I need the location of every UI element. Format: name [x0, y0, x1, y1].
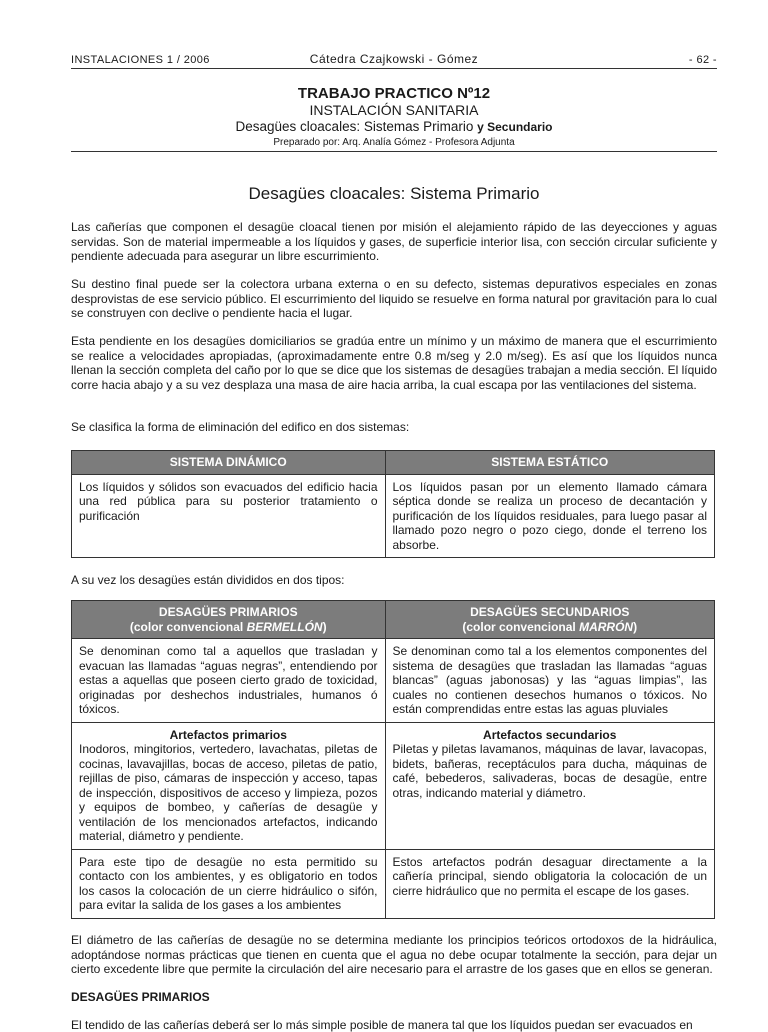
dynamic-system-cell: Los líquidos y sólidos son evacuados del edificio hacia una red pública para su posterior tratamiento o purificación [72, 474, 386, 558]
table-row [72, 474, 715, 558]
header-static-system: SISTEMA ESTÁTICO [385, 451, 715, 475]
secondary-fixtures-title: Artefactos secundarios [483, 727, 617, 742]
primary-color-name: BERMELLÓN [246, 619, 323, 634]
header-course: INSTALACIONES 1 / 2006 [71, 54, 210, 66]
paragraph-2: Su destino final puede ser la colectora urbana externa o en su defecto, sistemas depurativos especiales en zonas desprovistas de ese servicio público. El escurrimiento del liquido se resuelve en forma natural por gravitación para lo cual se construyen con declive o pendiente hacia el lugar. [71, 277, 717, 320]
primary-fixtures-title: Artefactos primarios [169, 727, 287, 742]
static-system-cell: Los líquidos pasan por un elemento llamado cámara séptica donde se realiza un proceso de decantación y purificación de los líquidos residuales, para luego pasar al llamado pozo negro o pozo ciego, donde el terreno los absorbe. [385, 474, 715, 558]
secondary-color-note [462, 620, 637, 634]
systems-table [71, 450, 715, 558]
page-number: - 62 - [688, 54, 717, 66]
primary-fixtures-list: Inodoros, mingitorios, vertedero, lavachatas, piletas de cocinas, lavavajillas, bocas de acceso, piletas de patio, rejillas de piso, cámaras de inspección y acceso, tapas de inspección, dispositivos de acceso y limpieza, pozos y equipos de bombeo, y cañerías de desagüe y ventilación de los mencionados artefactos, indicando material, diámetro y pendiente. [79, 742, 378, 843]
drains-table-header [72, 601, 715, 639]
document-subtitle: INSTALACIÓN SANITARIA [309, 102, 479, 118]
header-secondary-drains [385, 601, 715, 639]
subheading-primary-drains: DESAGÜES PRIMARIOS [71, 990, 210, 1004]
systems-table-header [72, 451, 715, 475]
paragraph-3: Esta pendiente en los desagües domiciliarios se gradúa entre un mínimo y un máximo de manera que el escurrimiento se realice a velocidades apropiadas, (aproximadamente entre 0.8 m/seg y 2.0 m/seg). Es así que los líquidos nunca llenan la sección completa del caño por lo que se dice que los sistemas de desagües trabajan a media sección. El líquido corre hacia abajo y a su vez desplaza una masa de aire hacia arriba, la cual escapa por las ventilaciones del sistema. [71, 334, 717, 392]
running-header [71, 52, 717, 69]
header-chair: Cátedra Czajkowski - Gómez [309, 52, 479, 66]
secondary-color-suffix: ) [633, 619, 638, 634]
table-row [72, 722, 715, 849]
paragraph-5: A su vez los desagües están divididos en dos tipos: [71, 573, 345, 587]
topic-bold: y Secundario [477, 120, 553, 134]
drains-table [71, 600, 715, 919]
primary-fixtures-cell [72, 722, 386, 849]
header-primary-drains [72, 601, 386, 639]
primary-rule-cell: Para este tipo de desagüe no esta permitido su contacto con los ambientes, y es obligatorio en todos los casos la colocación de un cierre hidráulico o sifón, para evitar la salida de los gases a los ambientes [72, 849, 386, 918]
secondary-definition-cell: Se denominan como tal a los elementos componentes del sistema de desagües que trasladan las llamadas “aguas blancas” (aguas jabonosas) y las “aguas limpias”, las cuales no contienen desechos humanos o tóxicos. No están comprendidas entre estas las aguas pluviales [385, 639, 715, 723]
document-title: TRABAJO PRACTICO Nº12 [297, 85, 491, 102]
primary-definition-cell: Se denominan como tal a aquellos que trasladan y evacuan las llamadas “aguas negras”, entendiendo por estas a aquellas que poseen cierto grado de toxicidad, originadas por deshechos industriales, humanos ó tóxicos. [72, 639, 386, 723]
secondary-fixtures-list: Piletas y piletas lavamanos, máquinas de lavar, lavacopas, bidets, bañeras, receptáculos para ducha, máquinas de café, bebederos, salivaderas, bocas de desagüe, entre otras, indicando material y diámetro. [392, 742, 707, 800]
secondary-drains-title: DESAGÜES SECUNDARIOS [470, 605, 630, 619]
document-topic [71, 118, 717, 136]
paragraph-4: Se clasifica la forma de eliminación del edifico en dos sistemas: [71, 420, 410, 434]
paragraph-6: El diámetro de las cañerías de desagüe no se determina mediante los principios teóricos ortodoxos de la hidráulica, adoptándose normas prácticas que tienen en cuenta que el agua no debe ocupar totalmente la sección, para dejar un cierto excedente libre que permite la circulación del aire necesario para el arrastre de los gases que en ellos se generan. [71, 933, 717, 976]
table-row [72, 639, 715, 723]
primary-color-suffix: ) [322, 619, 327, 634]
author-line: Preparado por: Arq. Analía Gómez - Profesora Adjunta [273, 137, 515, 148]
paragraph-1: Las cañerías que componen el desagüe cloacal tienen por misión el alejamiento rápido de las deyecciones y aguas servidas. Son de material impermeable a los líquidos y gases, de superficie interior lisa, con sección circular suficiente y pendiente adecuada para asegurar un libre escurrimiento. [71, 220, 717, 263]
topic-main: Desagües cloacales: Sistemas Primario [235, 119, 474, 134]
primary-color-note [130, 620, 327, 634]
secondary-fixtures-cell [385, 722, 715, 849]
table-row [72, 849, 715, 918]
section-title: Desagües cloacales: Sistema Primario [248, 184, 540, 203]
secondary-color-prefix: (color convencional [462, 619, 580, 634]
primary-drains-title: DESAGÜES PRIMARIOS [158, 605, 298, 619]
primary-color-prefix: (color convencional [129, 619, 247, 634]
secondary-color-name: MARRÓN [579, 619, 634, 634]
title-block [71, 85, 717, 152]
header-dynamic-system: SISTEMA DINÁMICO [72, 451, 386, 475]
truncated-paragraph: El tendido de las cañerías deberá ser lo más simple posible de manera tal que los líquidos puedan ser evacuados en [71, 1018, 693, 1032]
secondary-rule-cell: Estos artefactos podrán desaguar directamente a la cañería principal, siendo obligatoria la colocación de un cierre hidráulico que no permita el escape de los gases. [385, 849, 715, 918]
